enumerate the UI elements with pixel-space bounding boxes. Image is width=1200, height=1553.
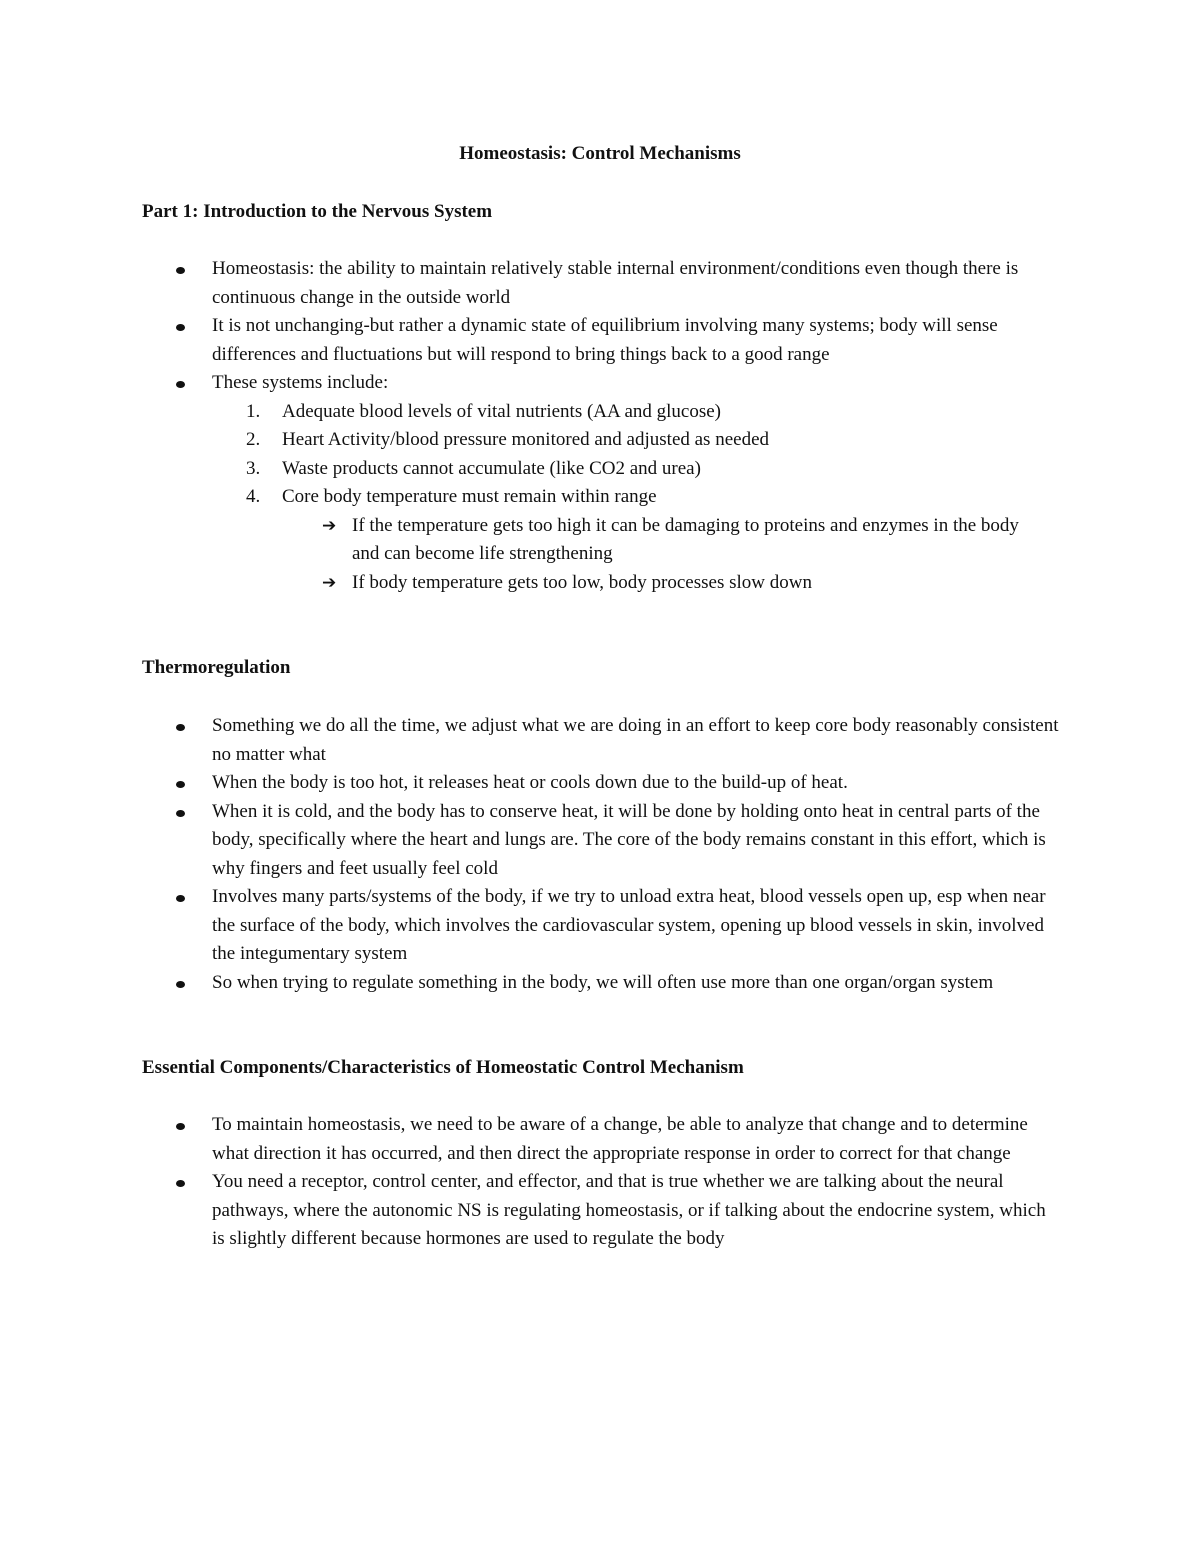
list-number: 3.: [246, 457, 261, 479]
list-item: [0, 798, 1062, 884]
list-number: 4.: [246, 486, 261, 507]
list-text: If body temperature gets too low, body processes slow down: [352, 571, 812, 593]
list-text: Heart Activity/blood pressure monitored and adjusted as needed: [282, 429, 770, 450]
list-item: [0, 312, 1062, 369]
temperature-arrow-list: [0, 512, 1062, 598]
bullet-icon: [176, 781, 185, 788]
bullet-text: When it is cold, and the body has to conserve heat, it will be done by holding onto heat in central parts of the body, specifically where the heart and lungs are. The core of the body remains constant in this effort, which is why fingers and feet usually feel cold: [212, 800, 1046, 879]
list-number: 2.: [246, 429, 261, 450]
list-text: If the temperature gets too high it can be damaging to proteins and enzymes in the body and can become life strengthening: [352, 514, 1019, 564]
bullet-text: To maintain homeostasis, we need to be aware of a change, be able to analyze that change and to determine what direction it has occurred, and then direct the appropriate response in order to correct for that change: [212, 1114, 1028, 1164]
list-text: Core body temperature must remain within range: [282, 486, 657, 507]
part1-bullet-list: [0, 255, 1200, 597]
bullet-text: You need a receptor, control center, and effector, and that is true whether we are talking about the neural pathways, where the autonomic NS is regulating homeostasis, or if talking about the endocrine system, which is slightly different because hormones are used to regulate the body: [212, 1171, 1046, 1249]
bullet-text: Homeostasis: the ability to maintain relatively stable internal environment/conditions even though there is continuous change in the outside world: [212, 258, 1019, 308]
bullet-icon: [176, 381, 185, 388]
bullet-icon: [176, 981, 185, 988]
list-item: [0, 1168, 1062, 1254]
list-item: [0, 769, 1062, 798]
list-number: 1.: [246, 400, 261, 422]
list-item: [0, 969, 1062, 998]
list-item: [0, 455, 1062, 484]
components-bullet-list: [0, 1111, 1200, 1254]
bullet-icon: [176, 895, 185, 902]
list-item: [0, 712, 1062, 769]
bullet-text: These systems include:: [212, 372, 389, 393]
document-title: Homeostasis: Control Mechanisms: [459, 143, 741, 164]
bullet-text: When the body is too hot, it releases heat or cools down due to the build-up of heat.: [212, 772, 848, 793]
bullet-text: It is not unchanging-but rather a dynamic state of equilibrium involving many systems; body will sense differences and fluctuations but will respond to bring things back to a good range: [212, 315, 998, 365]
list-item: [0, 1111, 1062, 1168]
list-text: Adequate blood levels of vital nutrients (AA and glucose): [282, 400, 722, 422]
list-item: [0, 569, 1042, 598]
bullet-icon: [176, 324, 185, 331]
thermoregulation-bullet-list: [0, 712, 1200, 997]
list-item: [0, 512, 1042, 569]
bullet-icon: [176, 1123, 185, 1130]
systems-numbered-list: [0, 398, 1062, 598]
bullet-icon: [176, 267, 185, 274]
bullet-icon: [176, 724, 185, 731]
list-item: [0, 883, 1062, 969]
bullet-text: Something we do all the time, we adjust what we are doing in an effort to keep core body reasonably consistent no matter what: [212, 715, 1059, 765]
bullet-text: So when trying to regulate something in the body, we will often use more than one organ/organ system: [212, 971, 994, 993]
bullet-icon: [176, 1180, 185, 1187]
part1-heading: Part 1: Introduction to the Nervous System: [142, 201, 493, 222]
arrow-right-icon: ➔: [322, 515, 337, 536]
list-item: [0, 398, 1062, 427]
bullet-icon: [176, 810, 185, 817]
list-item: [0, 369, 1062, 597]
bullet-text: Involves many parts/systems of the body, if we try to unload extra heat, blood vessels open up, esp when near the surface of the body, which involves the cardiovascular system, opening up blood vessels in skin, involved the integumentary system: [212, 886, 1046, 964]
list-item: [0, 483, 1062, 597]
list-text: Waste products cannot accumulate (like CO2 and urea): [282, 457, 701, 479]
list-item: [0, 255, 1062, 312]
thermoregulation-heading: Thermoregulation: [142, 657, 291, 678]
arrow-right-icon: ➔: [322, 572, 337, 593]
components-heading: Essential Components/Characteristics of Homeostatic Control Mechanism: [142, 1057, 744, 1078]
list-item: [0, 426, 1062, 455]
